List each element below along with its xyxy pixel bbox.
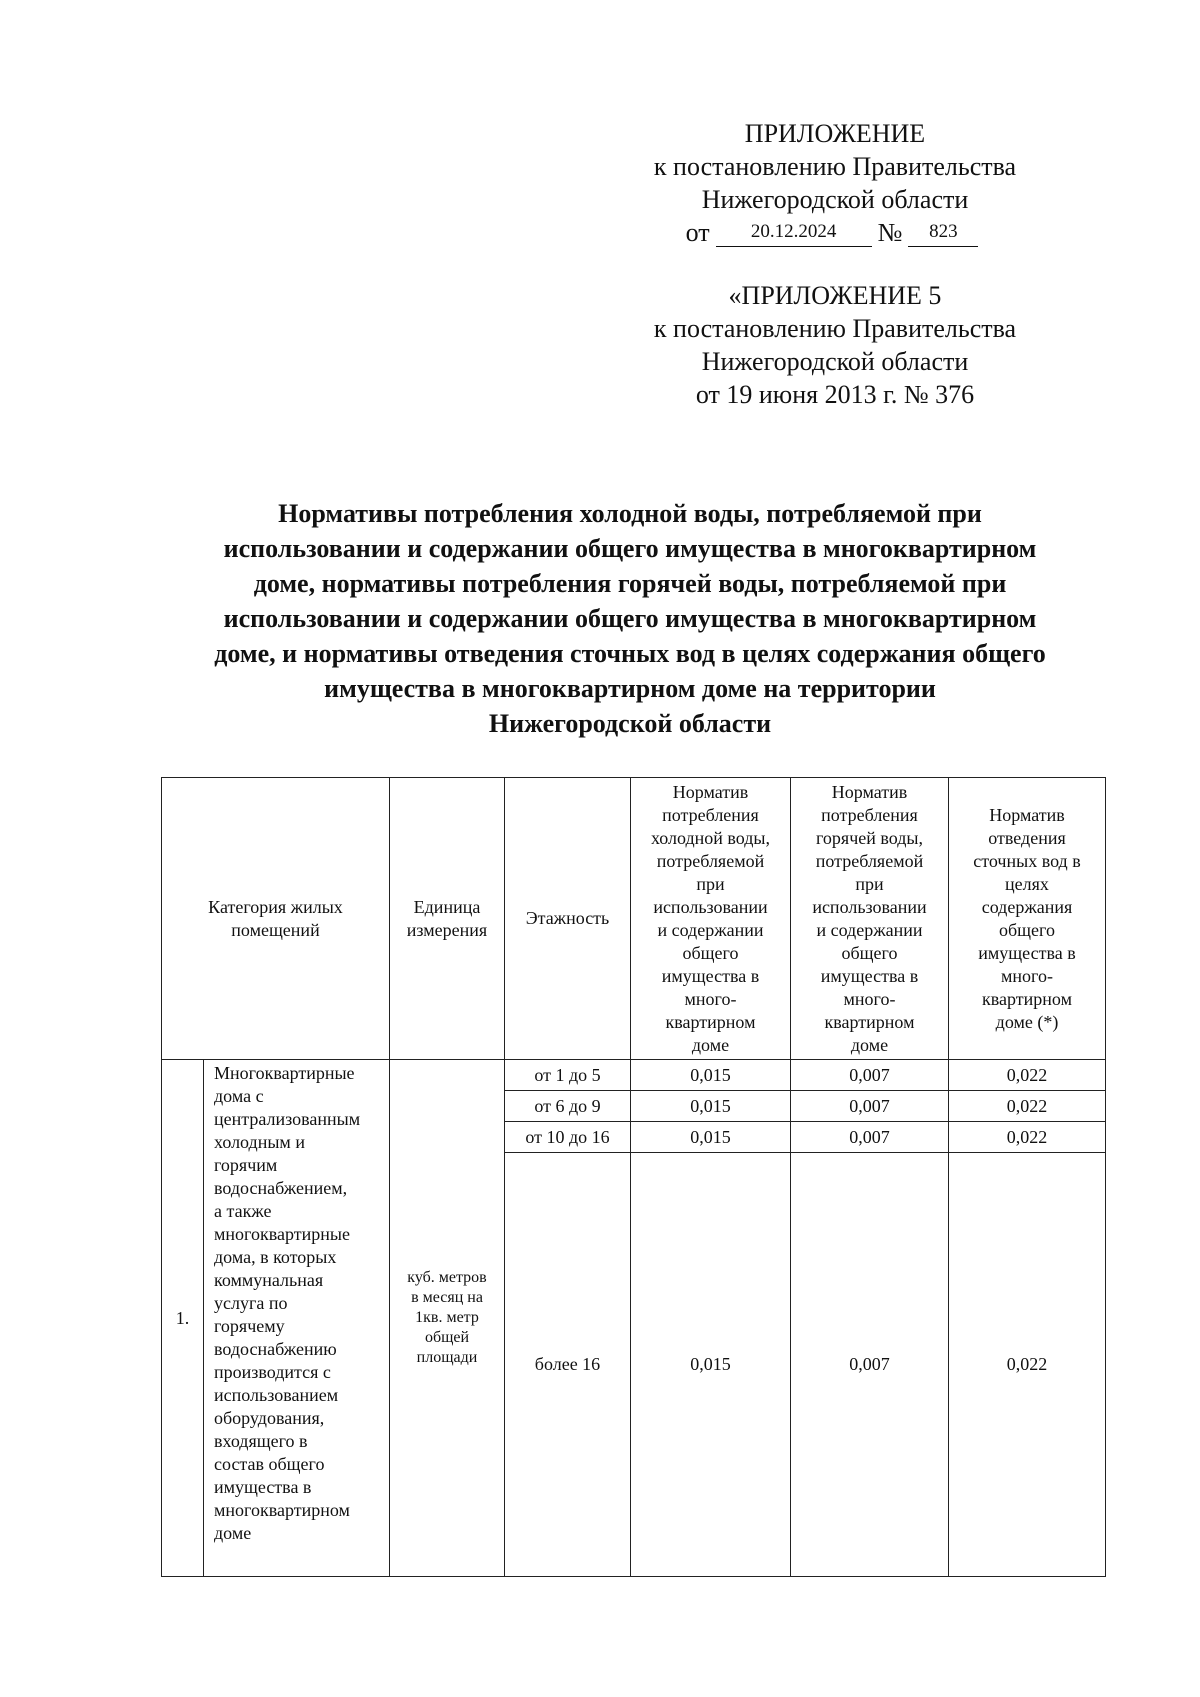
number-sign: № xyxy=(877,218,903,247)
cold-water-cell: 0,015 xyxy=(631,1153,791,1577)
date-value: 20.12.2024 xyxy=(716,220,872,247)
annex-current-title: ПРИЛОЖЕНИЕ xyxy=(744,119,926,148)
annex-original-header xyxy=(600,279,1070,411)
title-line: использовании и содержании общего имущества в многоквартирном xyxy=(223,534,1037,563)
category-description: Многоквартирные дома с централизованным холодным и горячим водоснабжением, а также многоквартирные дома, в которых коммунальная услуга по горячему водоснабжению производится с использованием оборудования, входящего в состав общего имущества в многоквартирном доме xyxy=(204,1060,390,1577)
date-prefix: от xyxy=(685,218,710,247)
floors-cell: от 10 до 16 xyxy=(505,1122,631,1153)
title-line: Нижегородской области xyxy=(488,709,772,738)
annex-current-line1: к постановлению Правительства xyxy=(653,152,1017,181)
hot-water-cell: 0,007 xyxy=(791,1153,949,1577)
header-hot-water: Норматив потребления горячей воды, потребляемой при использовании и содержании общего имущества в много- квартирном доме xyxy=(791,778,949,1060)
floors-cell: более 16 xyxy=(505,1153,631,1577)
annex-original-line3: от 19 июня 2013 г. № 376 xyxy=(695,380,975,409)
hot-water-cell: 0,007 xyxy=(791,1060,949,1091)
wastewater-cell: 0,022 xyxy=(949,1091,1106,1122)
table-header-row xyxy=(162,778,1106,1060)
annex-original-line2: Нижегородской области xyxy=(701,347,969,376)
hot-water-cell: 0,007 xyxy=(791,1091,949,1122)
floors-cell: от 6 до 9 xyxy=(505,1091,631,1122)
header-category: Категория жилых помещений xyxy=(162,778,390,1060)
annex-current-date-line xyxy=(686,216,985,249)
wastewater-cell: 0,022 xyxy=(949,1122,1106,1153)
norms-table xyxy=(161,777,1106,1577)
wastewater-cell: 0,022 xyxy=(949,1060,1106,1091)
header-cold-water: Норматив потребления холодной воды, потребляемой при использовании и содержании общего имущества в много- квартирном доме xyxy=(631,778,791,1060)
annex-current-header xyxy=(600,117,1070,249)
title-line: имущества в многоквартирном доме на территории xyxy=(324,674,936,703)
header-wastewater: Норматив отведения сточных вод в целях содержания общего имущества в много- квартирном доме (*) xyxy=(949,778,1106,1060)
title-line: Нормативы потребления холодной воды, потребляемой при xyxy=(278,499,982,528)
title-line: доме, и нормативы отведения сточных вод в целях содержания общего xyxy=(214,639,1046,668)
wastewater-cell: 0,022 xyxy=(949,1153,1106,1577)
header-unit: Единица измерения xyxy=(390,778,505,1060)
cold-water-cell: 0,015 xyxy=(631,1091,791,1122)
title-line: доме, нормативы потребления горячей воды, потребляемой при xyxy=(253,569,1007,598)
annex-original-line1: к постановлению Правительства xyxy=(653,314,1017,343)
annex-current-line2: Нижегородской области xyxy=(701,185,969,214)
document-title xyxy=(150,496,1110,741)
annex-original-title: «ПРИЛОЖЕНИЕ 5 xyxy=(728,281,942,310)
table-row xyxy=(162,1060,1106,1091)
unit-of-measure: куб. метров в месяц на 1кв. метр общей площади xyxy=(390,1060,505,1577)
cold-water-cell: 0,015 xyxy=(631,1060,791,1091)
hot-water-cell: 0,007 xyxy=(791,1122,949,1153)
cold-water-cell: 0,015 xyxy=(631,1122,791,1153)
header-floors: Этажность xyxy=(505,778,631,1060)
title-line: использовании и содержании общего имущества в многоквартирном xyxy=(223,604,1037,633)
floors-cell: от 1 до 5 xyxy=(505,1060,631,1091)
number-value: 823 xyxy=(908,220,978,247)
row-number: 1. xyxy=(162,1060,204,1577)
